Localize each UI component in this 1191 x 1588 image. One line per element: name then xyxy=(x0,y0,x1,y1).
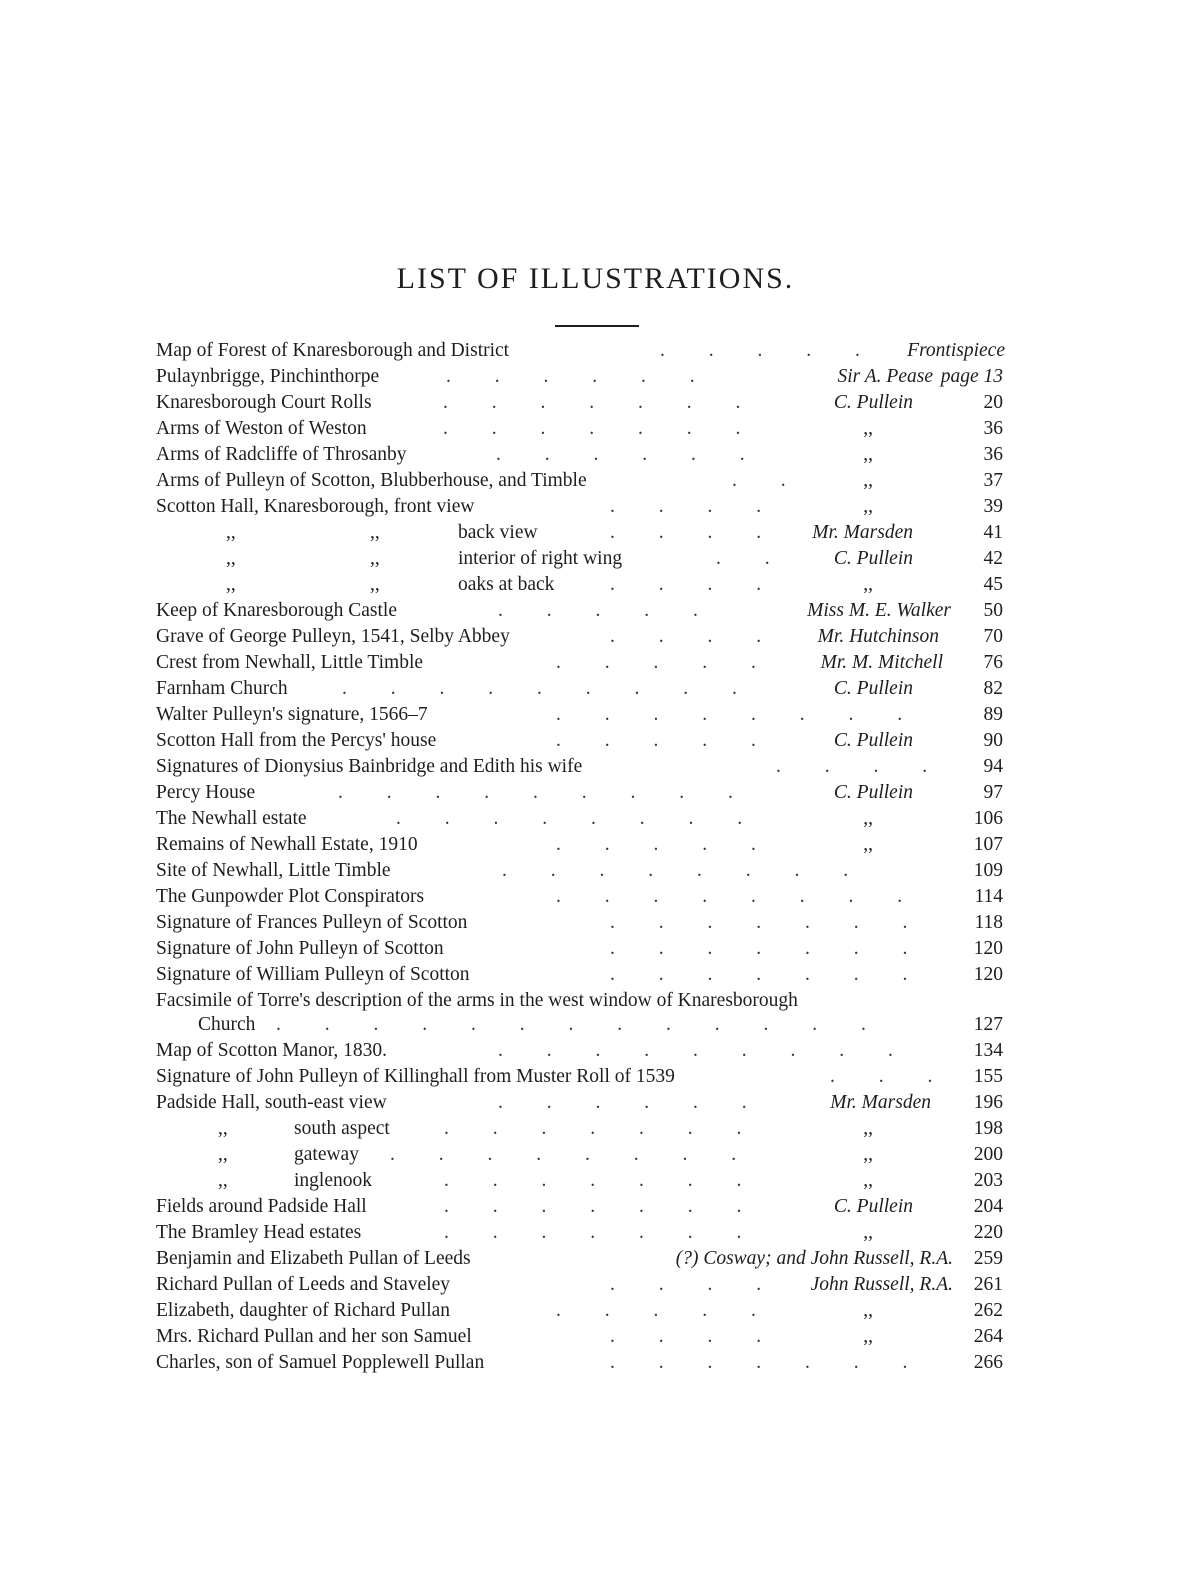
entry-title: Percy House xyxy=(156,782,256,803)
entry-title: Scotton Hall, Knaresborough, front view xyxy=(156,496,475,517)
list-item xyxy=(0,468,1191,494)
page-title: LIST OF ILLUSTRATIONS. xyxy=(396,262,795,295)
entry-page: 89 xyxy=(983,704,1003,725)
leader-dots: . . . . . . . xyxy=(443,418,741,439)
entry-credit: C. Pullein xyxy=(833,1196,913,1217)
list-item xyxy=(0,364,1191,390)
entry-title: Scotton Hall from the Percys' house xyxy=(156,730,437,751)
entry-credit: Mr. Marsden xyxy=(812,522,913,543)
entry-credit: C. Pullein xyxy=(833,548,913,569)
entry-title: Knaresborough Court Rolls xyxy=(156,392,372,413)
entry-credit: ,, xyxy=(863,1118,873,1139)
entry-credit: C. Pullein xyxy=(833,392,913,413)
list-item xyxy=(0,676,1191,702)
list-item xyxy=(0,338,1191,364)
entry-page: 114 xyxy=(974,886,1003,907)
entry-credit: ,, xyxy=(863,808,873,829)
entry-credit: ,, xyxy=(863,1222,873,1243)
entry-title: Mrs. Richard Pullan and her son Samuel xyxy=(156,1326,472,1347)
entry-page: 70 xyxy=(983,626,1003,647)
list-item xyxy=(0,910,1191,936)
entry-credit: Miss M. E. Walker xyxy=(807,600,951,621)
leader-dots: . . . . . xyxy=(556,834,756,855)
entry-credit: ,, xyxy=(863,444,873,465)
list-item xyxy=(0,780,1191,806)
entry-credit: Sir A. Pease xyxy=(837,366,933,387)
leader-dots: . . xyxy=(716,548,770,569)
leader-dots: . . . xyxy=(830,1066,933,1087)
list-item xyxy=(0,806,1191,832)
entry-page: Frontispiece xyxy=(907,340,1005,361)
entry-title: Map of Scotton Manor, 1830. xyxy=(156,1040,388,1061)
leader-dots: . . . . . xyxy=(556,1300,756,1321)
entry-page: 106 xyxy=(973,808,1003,829)
list-item xyxy=(0,1012,1191,1038)
entry-page: 20 xyxy=(983,392,1003,413)
entry-subtitle: back view xyxy=(458,522,538,543)
leader-dots: . . . . xyxy=(776,756,928,777)
list-item xyxy=(0,754,1191,780)
entry-page: 220 xyxy=(973,1222,1003,1243)
ditto-mark: ,, xyxy=(226,548,236,569)
entry-credit: ,, xyxy=(863,470,873,491)
leader-dots: . . . . . . . . . xyxy=(498,1040,893,1061)
entry-credit: ,, xyxy=(863,1170,873,1191)
ditto-mark: ,, xyxy=(370,574,380,595)
entry-title: Facsimile of Torre's description of the arms in the west window of Knaresborough xyxy=(156,990,798,1011)
leader-dots: . . . . . xyxy=(556,730,756,751)
entry-title: Signatures of Dionysius Bainbridge and Edith his wife xyxy=(156,756,583,777)
leader-dots: . . . . . . . xyxy=(443,392,741,413)
leader-dots: . . xyxy=(732,470,786,491)
leader-dots: . . . . xyxy=(610,1326,762,1347)
list-item xyxy=(0,1090,1191,1116)
leader-dots: . . . . . . . . xyxy=(556,704,903,725)
entry-title: Site of Newhall, Little Timble xyxy=(156,860,391,881)
entry-title: Walter Pulleyn's signature, 1566–7 xyxy=(156,704,428,725)
leader-dots: . . . . . . xyxy=(496,444,745,465)
leader-dots: . . . . . . . . xyxy=(396,808,743,829)
entry-page: 264 xyxy=(973,1326,1003,1347)
entry-page: 261 xyxy=(973,1274,1003,1295)
list-item xyxy=(0,572,1191,598)
entry-page: 107 xyxy=(973,834,1003,855)
entry-title: Elizabeth, daughter of Richard Pullan xyxy=(156,1300,451,1321)
entry-title xyxy=(218,1168,372,1194)
entry-page: 118 xyxy=(974,912,1003,933)
entry-page: 127 xyxy=(973,1014,1003,1035)
leader-dots: . . . . xyxy=(610,1274,762,1295)
entry-credit: ,, xyxy=(863,834,873,855)
entry-title: Padside Hall, south-east view xyxy=(156,1092,387,1113)
leader-dots: . . . . xyxy=(610,496,762,517)
entry-credit: C. Pullein xyxy=(833,678,913,699)
entry-credit: (?) Cosway; and John Russell, R.A. xyxy=(675,1248,953,1269)
entry-page: 82 xyxy=(983,678,1003,699)
ditto-mark: ,, xyxy=(226,574,236,595)
entry-page: 109 xyxy=(973,860,1003,881)
entry-title xyxy=(218,1116,390,1142)
entry-page: 266 xyxy=(973,1352,1003,1373)
leader-dots: . . . . . . . xyxy=(610,938,908,959)
entry-page: 198 xyxy=(973,1118,1003,1139)
list-item xyxy=(0,1272,1191,1298)
entry-page: 97 xyxy=(983,782,1003,803)
entry-credit: ,, xyxy=(863,1300,873,1321)
list-item xyxy=(0,832,1191,858)
list-item xyxy=(0,1116,1191,1142)
entry-title: Charles, son of Samuel Popplewell Pullan xyxy=(156,1352,485,1373)
list-item xyxy=(0,1350,1191,1376)
list-item xyxy=(0,1220,1191,1246)
entry-page: 200 xyxy=(973,1144,1003,1165)
leader-dots: . . . . . . . xyxy=(610,912,908,933)
leader-dots: . . . . xyxy=(610,574,762,595)
entry-title: Keep of Knaresborough Castle xyxy=(156,600,397,621)
entry-title xyxy=(226,546,622,572)
ditto-mark: ,, xyxy=(218,1170,228,1191)
leader-dots: . . . . . . . . . xyxy=(342,678,737,699)
entry-credit: ,, xyxy=(863,496,873,517)
entry-page: 120 xyxy=(973,938,1003,959)
list-item xyxy=(0,546,1191,572)
leader-dots: . . . . . xyxy=(498,600,698,621)
title-rule xyxy=(555,325,639,327)
entry-page: 120 xyxy=(973,964,1003,985)
entry-credit: ,, xyxy=(863,1326,873,1347)
entry-title: Signature of John Pulleyn of Killinghall from Muster Roll of 1539 xyxy=(156,1066,675,1087)
list-item xyxy=(0,1194,1191,1220)
ditto-mark: ,, xyxy=(226,522,236,543)
leader-dots: . . . . . . xyxy=(498,1092,747,1113)
list-item xyxy=(0,702,1191,728)
entry-title: Church xyxy=(198,1014,256,1035)
list-item xyxy=(0,936,1191,962)
entry-title: Map of Forest of Knaresborough and District xyxy=(156,340,510,361)
leader-dots: . . . . . . . . xyxy=(502,860,849,881)
entry-page: 204 xyxy=(973,1196,1003,1217)
entry-title: Remains of Newhall Estate, 1910 xyxy=(156,834,418,855)
entry-page: 50 xyxy=(983,600,1003,621)
entry-title: Farnham Church xyxy=(156,678,288,699)
leader-dots: . . . . . . . xyxy=(610,1352,908,1373)
list-item xyxy=(0,1298,1191,1324)
entry-title: Signature of William Pulleyn of Scotton xyxy=(156,964,470,985)
entry-subtitle: interior of right wing xyxy=(458,548,623,569)
leader-dots: . . . . . . . xyxy=(610,964,908,985)
entry-credit: C. Pullein xyxy=(833,730,913,751)
leader-dots: . . . . . . xyxy=(446,366,695,387)
leader-dots: . . . . . . . . . . . . . xyxy=(276,1014,866,1035)
entry-title: Richard Pullan of Leeds and Staveley xyxy=(156,1274,451,1295)
list-item xyxy=(0,858,1191,884)
entry-credit: John Russell, R.A. xyxy=(810,1274,953,1295)
entry-credit: ,, xyxy=(863,574,873,595)
list-item xyxy=(0,494,1191,520)
entry-page: 134 xyxy=(973,1040,1003,1061)
leader-dots: . . . . . . . . . xyxy=(338,782,733,803)
ditto-mark: ,, xyxy=(218,1118,228,1139)
entry-title: Pulaynbrigge, Pinchinthorpe xyxy=(156,366,380,387)
entry-title xyxy=(226,520,538,546)
entry-page: 196 xyxy=(973,1092,1003,1113)
entry-page: 41 xyxy=(983,522,1003,543)
list-item xyxy=(0,650,1191,676)
list-item xyxy=(0,728,1191,754)
entry-title: The Bramley Head estates xyxy=(156,1222,362,1243)
entry-page: page 13 xyxy=(940,366,1003,387)
entry-credit: C. Pullein xyxy=(833,782,913,803)
list-item xyxy=(0,598,1191,624)
entry-page: 39 xyxy=(983,496,1003,517)
entry-subtitle: inglenook xyxy=(294,1170,372,1191)
list-item xyxy=(0,1142,1191,1168)
entry-title: Fields around Padside Hall xyxy=(156,1196,367,1217)
list-item xyxy=(0,390,1191,416)
ditto-mark: ,, xyxy=(218,1144,228,1165)
list-item xyxy=(0,962,1191,988)
entry-page: 76 xyxy=(983,652,1003,673)
entry-credit: Mr. Marsden xyxy=(830,1092,931,1113)
entry-page: 155 xyxy=(973,1066,1003,1087)
list-item xyxy=(0,1168,1191,1194)
list-item xyxy=(0,1246,1191,1272)
entry-title: Arms of Pulleyn of Scotton, Blubberhouse, and Timble xyxy=(156,470,587,491)
list-item xyxy=(0,416,1191,442)
entry-credit: ,, xyxy=(863,418,873,439)
entry-title: Signature of John Pulleyn of Scotton xyxy=(156,938,444,959)
list-item xyxy=(0,624,1191,650)
list-item xyxy=(0,520,1191,546)
entry-page: 259 xyxy=(973,1248,1003,1269)
entry-page: 45 xyxy=(983,574,1003,595)
entry-page: 36 xyxy=(983,444,1003,465)
leader-dots: . . . . . . . . xyxy=(390,1144,737,1165)
leader-dots: . . . . . . . xyxy=(444,1196,742,1217)
entry-title: Grave of George Pulleyn, 1541, Selby Abbey xyxy=(156,626,510,647)
entry-credit: ,, xyxy=(863,1144,873,1165)
entry-title xyxy=(226,572,554,598)
ditto-mark: ,, xyxy=(370,522,380,543)
entry-page: 262 xyxy=(973,1300,1003,1321)
leader-dots: . . . . . xyxy=(660,340,860,361)
entry-title: The Gunpowder Plot Conspirators xyxy=(156,886,425,907)
entry-page: 36 xyxy=(983,418,1003,439)
list-item xyxy=(0,1038,1191,1064)
list-item xyxy=(0,1064,1191,1090)
entry-page: 203 xyxy=(973,1170,1003,1191)
leader-dots: . . . . . . . xyxy=(444,1222,742,1243)
entry-title: Arms of Radcliffe of Throsanby xyxy=(156,444,407,465)
entry-page: 90 xyxy=(983,730,1003,751)
entry-title: Signature of Frances Pulleyn of Scotton xyxy=(156,912,468,933)
ditto-mark: ,, xyxy=(370,548,380,569)
list-item xyxy=(0,884,1191,910)
entry-credit: Mr. Hutchinson xyxy=(817,626,939,647)
list-item xyxy=(0,1324,1191,1350)
leader-dots: . . . . xyxy=(610,522,762,543)
leader-dots: . . . . . xyxy=(556,652,756,673)
leader-dots: . . . . . . . xyxy=(444,1118,742,1139)
entry-subtitle: oaks at back xyxy=(458,574,555,595)
entry-title xyxy=(218,1142,359,1168)
entry-title: Arms of Weston of Weston xyxy=(156,418,367,439)
entry-page: 42 xyxy=(983,548,1003,569)
entry-page: 94 xyxy=(983,756,1003,777)
list-item xyxy=(0,442,1191,468)
entry-page: 37 xyxy=(983,470,1003,491)
leader-dots: . . . . . . . xyxy=(444,1170,742,1191)
leader-dots: . . . . xyxy=(610,626,762,647)
entry-title: Crest from Newhall, Little Timble xyxy=(156,652,424,673)
leader-dots: . . . . . . . . xyxy=(556,886,903,907)
entry-subtitle: gateway xyxy=(294,1144,359,1165)
list-item xyxy=(0,988,1191,1014)
entry-subtitle: south aspect xyxy=(294,1118,390,1139)
entry-title: Benjamin and Elizabeth Pullan of Leeds xyxy=(156,1248,471,1269)
entry-title: The Newhall estate xyxy=(156,808,307,829)
entry-credit: Mr. M. Mitchell xyxy=(820,652,943,673)
